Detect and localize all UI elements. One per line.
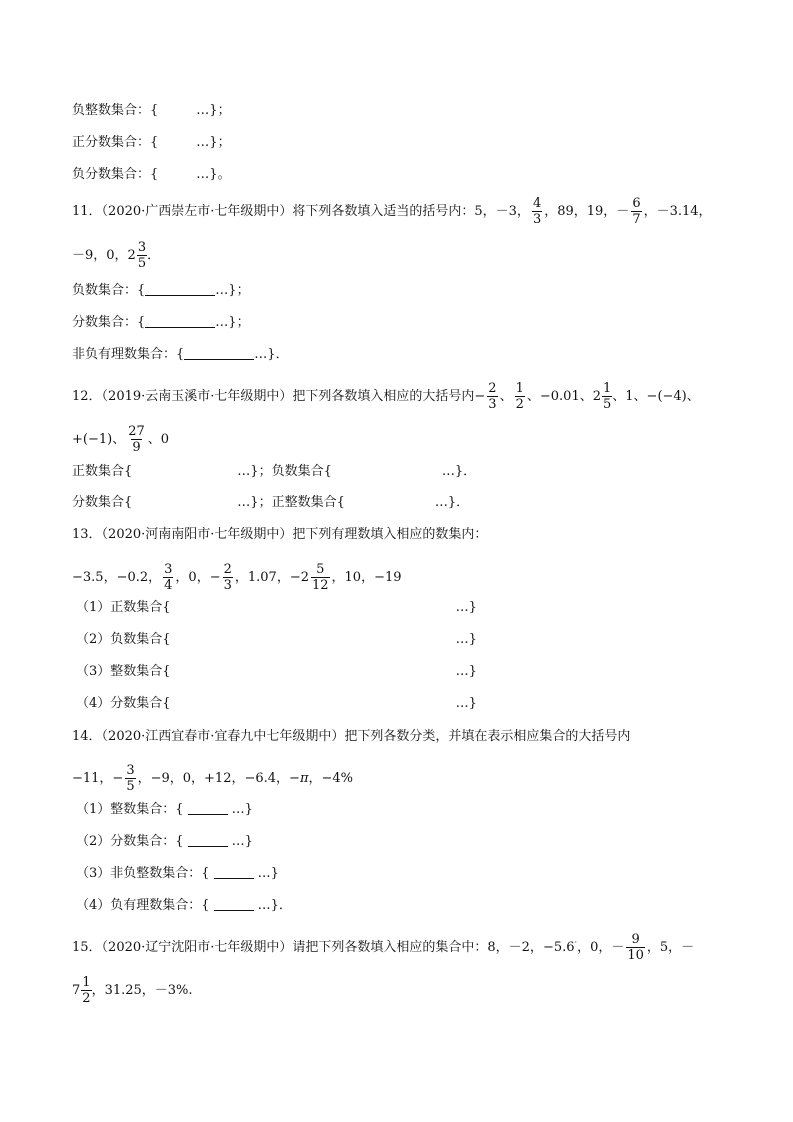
question-text: 12．（2019·云南玉溪市·七年级期中）把下列各数填入相应的大括号内−	[72, 389, 486, 404]
brace-close: …}．	[441, 464, 477, 479]
brace-close: …}	[455, 600, 477, 615]
brace-close: …}．	[254, 347, 289, 362]
question-text: 、−0.01、	[526, 389, 593, 404]
q11-stem	[72, 196, 712, 227]
mixed-number	[72, 975, 92, 1006]
question-text: 11．（2020·广西崇左市·七年级期中）将下列各数填入适当的括号内：5，－3，	[72, 204, 530, 219]
denominator: 7	[632, 212, 641, 227]
q10-neg-frac-line	[72, 165, 231, 185]
q13-item-2	[76, 630, 477, 650]
denominator: 5	[603, 397, 612, 412]
brace-open: {	[137, 283, 146, 298]
set-label: 负数集合	[110, 632, 163, 647]
brace-close: …}；	[196, 135, 231, 150]
item-number: （2）	[76, 632, 111, 647]
brace-close: …}	[455, 664, 477, 679]
denominator: 10	[627, 948, 644, 963]
brace-close: …}．	[434, 495, 470, 510]
q14-item-4	[76, 896, 292, 916]
q14-numbers	[72, 763, 353, 794]
brace-open: {	[162, 664, 171, 679]
answer-blank[interactable]	[188, 834, 228, 847]
fraction	[532, 196, 542, 227]
set-label: 负有理数集合：	[110, 898, 202, 913]
answer-blank[interactable]	[214, 866, 254, 879]
q12-stem	[72, 381, 700, 412]
brace-close: …}	[455, 696, 477, 711]
brace-open: {	[162, 600, 171, 615]
brace-open: {	[124, 495, 133, 510]
question-text: ，－3.14，	[643, 204, 712, 219]
set-label: 分数集合：	[72, 315, 138, 330]
question-text: ，0，−	[175, 570, 221, 585]
question-text: 、0	[147, 432, 170, 447]
answer-blank[interactable]	[214, 898, 254, 911]
fraction	[223, 562, 233, 593]
item-number: （4）	[76, 898, 111, 913]
denominator: 2	[515, 397, 524, 412]
set-label: 分数集合：	[110, 834, 176, 849]
brace-open: {	[124, 464, 133, 479]
question-text: −3.5，−0.2，	[72, 570, 162, 585]
decimal-value: −5.6	[542, 940, 575, 955]
question-text: 15．（2020·辽宁沈阳市·七年级期中）请把下列各数填入相应的集合中：8，－2，	[72, 940, 543, 955]
numerator: 5	[316, 562, 325, 577]
mixed-number	[593, 381, 613, 412]
mixed-number	[128, 240, 148, 271]
brace-close: …}；	[237, 464, 272, 479]
set-label: 分数集合	[72, 495, 125, 510]
q10-neg-int-line	[72, 101, 231, 121]
brace-close: …}；	[215, 283, 250, 298]
fraction	[311, 562, 330, 593]
question-text: ，−9，0，+12，−6.4，−	[137, 771, 300, 786]
pi-symbol: π	[299, 771, 309, 786]
question-text: －9，0，	[72, 248, 128, 263]
whole-part: 7	[72, 982, 81, 998]
numerator: 9	[631, 932, 640, 947]
question-text: ，1.07，−2	[234, 570, 309, 585]
brace-open: {	[176, 347, 185, 362]
fraction	[631, 196, 641, 227]
set-label: 正数集合	[72, 464, 125, 479]
item-number: （1）	[76, 802, 111, 817]
numerator: 3	[126, 763, 135, 778]
answer-blank[interactable]	[145, 283, 215, 296]
fraction	[626, 932, 645, 963]
answer-blank[interactable]	[184, 347, 254, 360]
question-text: ，10，−19	[331, 570, 402, 585]
fraction	[487, 381, 497, 412]
set-label: 正整数集合	[271, 495, 337, 510]
q13-numbers	[72, 562, 402, 593]
whole-part: 2	[592, 388, 601, 404]
q14-item-1	[76, 800, 253, 820]
q11-frac-line	[72, 313, 250, 333]
numerator: 27	[128, 424, 145, 439]
brace-open: {	[150, 103, 159, 118]
brace-open: {	[336, 495, 345, 510]
set-label: 整数集合	[110, 664, 163, 679]
fraction	[515, 381, 525, 412]
answer-blank[interactable]	[145, 315, 215, 328]
question-text: ，89，19，－	[544, 204, 630, 219]
denominator: 3	[532, 212, 542, 227]
numerator: 1	[515, 381, 524, 396]
numerator: 1	[82, 975, 91, 990]
brace-open: {	[323, 464, 332, 479]
repeat-dot: ·	[574, 938, 578, 947]
q13-item-4	[76, 694, 477, 714]
brace-open: {	[162, 696, 171, 711]
question-text: 14．（2020·江西宜春市·宜春九中七年级期中）把下列各数分类，并填在表示相应集合的大括号内	[72, 729, 631, 744]
q12-set-line1	[72, 462, 476, 482]
brace-open: {	[150, 167, 159, 182]
q11-stem-line2	[72, 240, 160, 271]
q12-stem-line2	[72, 424, 169, 455]
brace-open: {	[162, 632, 171, 647]
q15-stem	[72, 932, 694, 963]
set-label: 正分数集合：	[72, 135, 151, 150]
item-number: （2）	[76, 834, 111, 849]
brace-open: {	[150, 135, 159, 150]
q13-item-1	[76, 598, 477, 618]
numerator: 6	[632, 196, 641, 211]
denominator: 3	[223, 578, 232, 593]
numerator: 4	[532, 196, 542, 211]
question-text: 13．（2020·河南南阳市·七年级期中）把下列有理数填入相应的数集内：	[72, 527, 488, 542]
question-text: −11，−	[72, 771, 124, 786]
q12-set-line2	[72, 493, 469, 513]
brace-close: …}．	[257, 898, 292, 913]
set-label: 负数集合	[271, 464, 324, 479]
item-number: （3）	[76, 664, 111, 679]
numerator: 1	[603, 381, 612, 396]
brace-open: {	[201, 898, 210, 913]
brace-close: …}	[231, 802, 253, 817]
question-text: ，−4%	[308, 771, 354, 786]
q11-nonneg-line	[72, 345, 289, 365]
set-label: 整数集合：	[110, 802, 176, 817]
q11-neg-line	[72, 281, 250, 301]
brace-close: …}；	[237, 495, 272, 510]
set-label: 正数集合	[110, 600, 163, 615]
numerator: 3	[164, 562, 173, 577]
question-text: ．	[147, 248, 161, 263]
denominator: 5	[126, 779, 135, 794]
brace-close: …}；	[215, 315, 250, 330]
denominator: 3	[488, 397, 497, 412]
set-label: 分数集合	[110, 696, 163, 711]
q14-stem	[72, 727, 630, 747]
set-label: 非负整数集合：	[110, 866, 202, 881]
brace-close: …}。	[196, 167, 231, 182]
set-label: 负分数集合：	[72, 167, 151, 182]
fraction	[125, 763, 135, 794]
item-number: （3）	[76, 866, 111, 881]
fraction	[163, 562, 173, 593]
brace-close: …}	[455, 632, 477, 647]
set-label: 非负有理数集合：	[72, 347, 177, 362]
question-text: ，5，－	[646, 940, 695, 955]
question-text: ，0，－	[577, 940, 625, 955]
q13-item-3	[76, 662, 477, 682]
q14-item-2	[76, 832, 253, 852]
item-number: （1）	[76, 600, 111, 615]
repeating-decimal	[543, 940, 577, 955]
set-label: 负数集合：	[72, 283, 138, 298]
fraction	[127, 424, 146, 455]
q10-pos-frac-line	[72, 133, 231, 153]
numerator: 3	[137, 240, 147, 255]
numerator: 2	[488, 381, 497, 396]
q14-item-3	[76, 864, 279, 884]
denominator: 5	[137, 256, 147, 271]
question-text: 、1、−(−4)、	[612, 389, 700, 404]
brace-close: …}	[231, 834, 253, 849]
question-text: ，31.25，－3%.	[91, 983, 193, 998]
denominator: 12	[311, 578, 329, 593]
q15-stem-line2	[72, 975, 193, 1006]
q13-stem	[72, 525, 487, 545]
brace-close: …}；	[196, 103, 231, 118]
question-text: 、	[499, 389, 513, 404]
item-number: （4）	[76, 696, 111, 711]
brace-open: {	[201, 866, 210, 881]
denominator: 2	[82, 991, 91, 1006]
question-text: +(−1)、	[72, 432, 126, 447]
denominator: 9	[132, 440, 141, 455]
set-label: 负整数集合：	[72, 103, 151, 118]
brace-open: {	[175, 834, 184, 849]
answer-blank[interactable]	[188, 802, 228, 815]
numerator: 2	[223, 562, 232, 577]
whole-part: 2	[127, 247, 136, 263]
brace-open: {	[175, 802, 184, 817]
brace-open: {	[137, 315, 146, 330]
brace-close: …}	[257, 866, 279, 881]
denominator: 4	[164, 578, 173, 593]
